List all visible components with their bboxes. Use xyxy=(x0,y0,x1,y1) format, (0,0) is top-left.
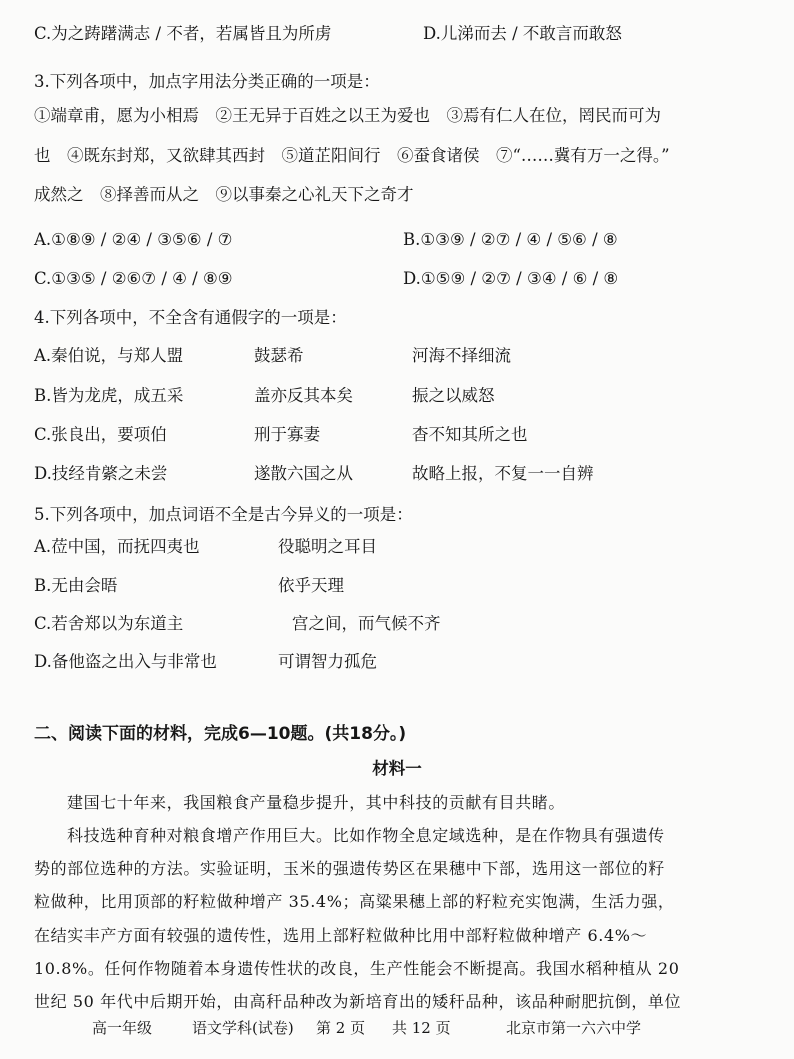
q4-a-item3: 河海不择细流 xyxy=(412,346,511,365)
footer-page: 第 2 页 xyxy=(316,1019,366,1037)
passage-line: 粒做种，比用顶部的籽粒做种增产 35.4%；高粱果穗上部的籽粒充实饱满，生活力强， xyxy=(34,892,675,911)
passage-p1: 建国七十年来，我国粮食产量稳步提升，其中科技的贡献有目共睹。 xyxy=(67,793,566,812)
q3-items-line2: 也 ④既东封郑，又欲肆其西封 ⑤道芷阳间行 ⑥蚕食诸侯 ⑦“……冀有万一之得。” xyxy=(34,146,670,165)
passage-line: 10.8%。任何作物随着本身遗传性状的改良，生产性能会不断提高。我国水稻种植从 20 xyxy=(34,959,680,978)
q2-option-c: C.为之踌躇满志 / 不者，若属皆且为所虏 xyxy=(34,24,332,43)
q3-option-d: D.①⑤⑨ / ②⑦ / ③④ / ⑥ / ⑧ xyxy=(403,269,619,288)
q4-d-item2: 遂散六国之从 xyxy=(254,464,353,483)
q4-d-item1: D.技经肯綮之未尝 xyxy=(34,464,168,483)
passage-line: 世纪 50 年代中后期开始，由高秆品种改为新培育出的矮秆品种，该品种耐肥抗倒，单位 xyxy=(34,992,682,1011)
q5-c-item1: C.若舍郑以为东道主 xyxy=(34,614,184,633)
q3-stem: 3.下列各项中，加点字用法分类正确的一项是： xyxy=(34,72,380,91)
footer-total: 共 12 页 xyxy=(392,1019,451,1037)
q5-d-item2: 可谓智力孤危 xyxy=(278,652,377,671)
q4-b-item1: B.皆为龙虎，成五采 xyxy=(34,386,184,405)
q3-option-c: C.①③⑤ / ②⑥⑦ / ④ / ⑧⑨ xyxy=(34,269,233,288)
q5-c-item2: 宫之间，而气候不齐 xyxy=(292,614,441,633)
q3-option-b: B.①③⑨ / ②⑦ / ④ / ⑤⑥ / ⑧ xyxy=(403,230,618,249)
q4-c-item2: 刑于寡妻 xyxy=(254,425,320,444)
section-heading: 二、阅读下面的材料，完成6—10题。(共18分。) xyxy=(34,724,407,744)
q5-d-item1: D.备他盗之出入与非常也 xyxy=(34,652,217,671)
passage-line: 在结实丰产方面有较强的遗传性，选用上部籽粒做种比用中部籽粒做种增产 6.4%～ xyxy=(34,926,648,945)
q3-items-line1: ①端章甫，愿为小相焉 ②王无异于百姓之以王为爱也 ③焉有仁人在位，罔民而可为 xyxy=(34,106,661,125)
q4-stem: 4.下列各项中，不全含有通假字的一项是： xyxy=(34,308,347,327)
q5-b-item2: 依乎天理 xyxy=(278,576,344,595)
q5-stem: 5.下列各项中，加点词语不全是古今异义的一项是： xyxy=(34,505,413,524)
q3-option-a: A.①⑧⑨ / ②④ / ③⑤⑥ / ⑦ xyxy=(34,230,233,249)
q5-b-item1: B.无由会晤 xyxy=(34,576,118,595)
material-title: 材料一 xyxy=(372,759,422,778)
passage-line: 势的部位选种的方法。实验证明，玉米的强遗传势区在果穗中下部，选用这一部位的籽 xyxy=(34,859,665,878)
q4-a-item1: A.秦伯说，与郑人盟 xyxy=(34,346,184,365)
q3-items-line3: 成然之 ⑧择善而从之 ⑨以事秦之心礼天下之奇才 xyxy=(34,185,414,204)
q4-d-item3: 故略上报，不复一一自辨 xyxy=(412,464,594,483)
footer-subject: 语文学科(试卷) xyxy=(192,1019,294,1037)
q4-b-item2: 盖亦反其本矣 xyxy=(254,386,353,405)
q4-c-item3: 杳不知其所之也 xyxy=(412,425,528,444)
q4-c-item1: C.张良出，要项伯 xyxy=(34,425,167,444)
q4-b-item3: 振之以威怒 xyxy=(412,386,495,405)
footer-school: 北京市第一六六中学 xyxy=(506,1019,642,1037)
q4-a-item2: 鼓瑟希 xyxy=(254,346,304,365)
footer-grade: 高一年级 xyxy=(92,1019,153,1037)
passage-line: 科技选种育种对粮食增产作用巨大。比如作物全息定域选种，是在作物具有强遗传 xyxy=(67,826,665,845)
q2-option-d: D.儿涕而去 / 不敢言而敢怒 xyxy=(423,24,622,43)
q5-a-item2: 役聪明之耳目 xyxy=(278,537,377,556)
q5-a-item1: A.莅中国，而抚四夷也 xyxy=(34,537,200,556)
